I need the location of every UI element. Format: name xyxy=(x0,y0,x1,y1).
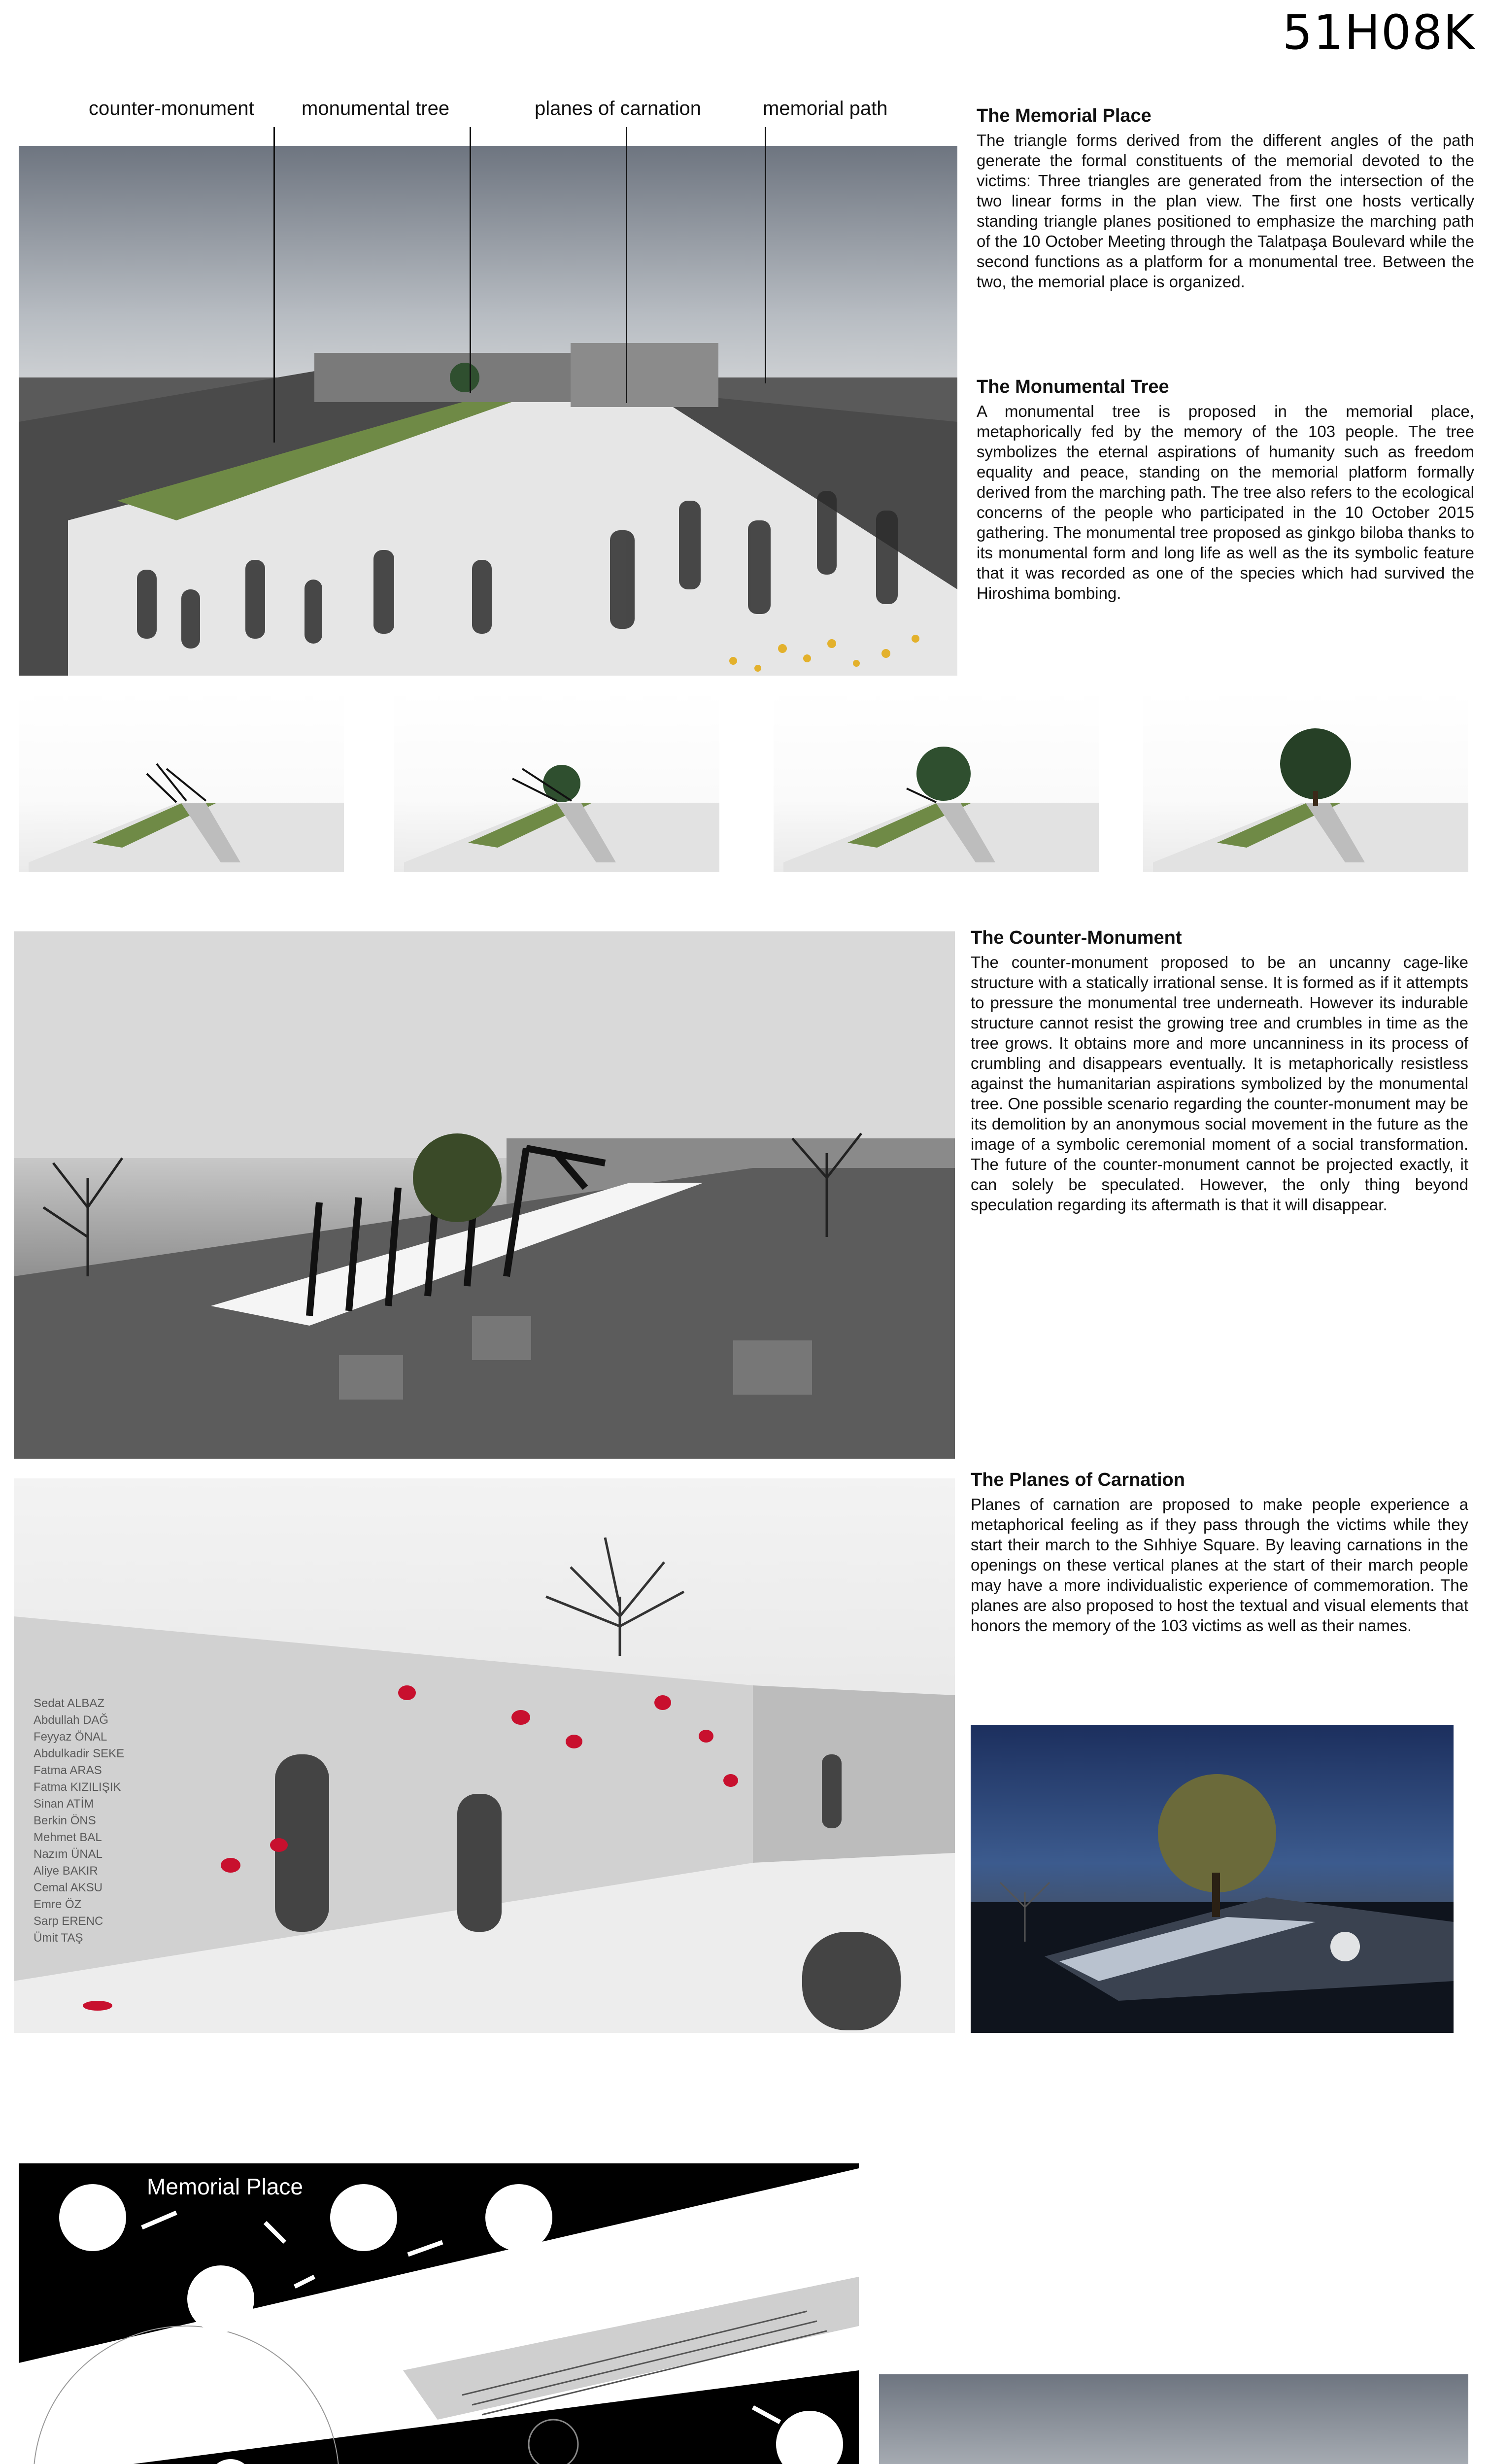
wall-name: Sinan ATİM xyxy=(34,1797,94,1811)
wall-name: Sarp ERENC xyxy=(34,1915,103,1928)
project-code: 51H08K xyxy=(1282,5,1475,60)
body-monumental-tree: A monumental tree is proposed in the memorial place, metaphorically fed by the memory of the 103 people. The tree symbolizes the eternal aspirations of humanity such as freedom equality and peace, standing on the memorial platform formally derived from the marching path. The tree also refers to the ecological concerns of the people who participated in the 10 October 2015 gathering. The monumental tree proposed as ginkgo biloba thanks to its monumental form and long life as well as the its symbolic feature that it was recorded as one of the species which had survived the Hiroshima bombing. xyxy=(977,402,1474,602)
hero-render-illustration xyxy=(19,146,957,676)
wall-name: Fatma KIZILIŞIK xyxy=(34,1780,121,1794)
stage-illustration-1 xyxy=(19,690,344,872)
wall-name: Abdulkadir SEKE xyxy=(34,1747,125,1760)
site-plan xyxy=(19,2163,859,2464)
leader-line-planes-of-carnation xyxy=(626,127,627,403)
body-planes-of-carnation: Planes of carnation are proposed to make people experience a metaphorical feeling as if they pass through the victims while they start their march to the Sıhhiye Square. By leaving carnations in the openings on these vertical planes at the start of their march people may have a more individualistic experience of commemoration. The planes are also proposed to host the textual and visual elements that honors the memory of the 103 victims as well as their names. xyxy=(971,1495,1468,1635)
carnation-mark xyxy=(511,1710,530,1725)
hero-label-monumental-tree: monumental tree xyxy=(302,98,450,119)
wall-name: Berkin ÖNS xyxy=(34,1814,96,1827)
carnation-mark xyxy=(566,1735,582,1748)
wall-name: Abdullah DAĞ xyxy=(34,1713,109,1727)
night-render xyxy=(971,1725,1454,2033)
wall-name: Ümit TAŞ xyxy=(34,1931,83,1945)
wall-name: Fatma ARAS xyxy=(34,1764,102,1777)
stage-render-2 xyxy=(394,690,719,872)
body-memorial-place: The triangle forms derived from the different angles of the path generate the formal constituents of the memorial devoted to the victims: Three triangles are generated from the intersection of the two linear forms in the plan view. The first one hosts vertically standing triangle planes positioned to emphasize the marching path of the 10 October Meeting through the Talatpaşa Boulevard while the second functions as a platform for a monumental tree. Between the two, the memorial place is organized. xyxy=(977,131,1474,291)
planes-of-carnation-render xyxy=(14,1478,955,2033)
wall-name: Cemal AKSU xyxy=(34,1881,103,1894)
title-monumental-tree: The Monumental Tree xyxy=(977,376,1169,397)
wall-name: Nazım ÜNAL xyxy=(34,1848,103,1861)
text-counter-monument xyxy=(971,926,1468,1215)
carnation-mark xyxy=(221,1858,240,1873)
body-counter-monument: The counter-monument proposed to be an uncanny cage-like structure with a statically irrational sense. It is formed as if it attempts to pressure the monumental tree underneath. However its indurable structure cannot resist the growing tree and crumbles in time as the tree grows. It obtains more and more uncanniness in its process of crumbling and disappears eventually. It is metaphorically resistless against the humanitarian aspirations symbolized by the monumental tree. One possible scenario regarding the counter-monument may be its demolition by an anonymous social movement in the future as the image of a symbolic ceremonial moment of a social transformation. The future of the counter-monument cannot be projected exactly, it can solely be speculated. However, the only thing beyond speculation regarding its aftermath is that it will disappear. xyxy=(971,953,1468,1214)
text-monumental-tree xyxy=(977,376,1474,603)
aerial-render xyxy=(879,2374,1468,2464)
title-planes-of-carnation: The Planes of Carnation xyxy=(971,1470,1185,1490)
carnation-mark xyxy=(723,1774,738,1787)
leader-line-monumental-tree xyxy=(470,127,471,393)
carnation-mark xyxy=(699,1730,713,1743)
wall-name-list xyxy=(34,1695,290,1947)
wall-name: Aliye BAKIR xyxy=(34,1864,98,1878)
wall-name: Mehmet BAL xyxy=(34,1831,102,1844)
text-planes-of-carnation xyxy=(971,1469,1468,1636)
stage-illustration-3 xyxy=(774,690,1099,872)
hero-label-memorial-path: memorial path xyxy=(763,98,888,119)
stage-render-3 xyxy=(774,690,1099,872)
night-render-illustration xyxy=(971,1725,1454,2033)
hero-label-counter-monument: counter-monument xyxy=(89,98,254,119)
site-plan-drawing xyxy=(19,2163,859,2464)
carnation-mark xyxy=(398,1685,416,1700)
carnation-mark xyxy=(270,1838,288,1852)
wall-name: Feyyaz ÖNAL xyxy=(34,1730,107,1744)
leader-line-memorial-path xyxy=(765,127,766,383)
title-memorial-place: The Memorial Place xyxy=(977,105,1151,126)
carnation-mark xyxy=(83,2001,112,2011)
aerial-render-illustration xyxy=(879,2374,1468,2464)
wall-name: Sedat ALBAZ xyxy=(34,1697,105,1710)
hero-label-planes-of-carnation: planes of carnation xyxy=(535,98,702,119)
text-memorial-place xyxy=(977,104,1474,292)
stage-render-1 xyxy=(19,690,344,872)
counter-monument-illustration xyxy=(14,931,955,1459)
stage-illustration-4 xyxy=(1143,690,1468,872)
wall-name: Emre ÖZ xyxy=(34,1898,82,1911)
title-counter-monument: The Counter-Monument xyxy=(971,927,1182,948)
carnation-mark xyxy=(654,1695,671,1710)
stage-illustration-2 xyxy=(394,690,719,872)
leader-line-counter-monument xyxy=(273,127,275,443)
plan-title: Memorial Place xyxy=(147,2174,303,2199)
hero-render xyxy=(19,146,957,676)
stage-render-4 xyxy=(1143,690,1468,872)
counter-monument-render xyxy=(14,931,955,1459)
